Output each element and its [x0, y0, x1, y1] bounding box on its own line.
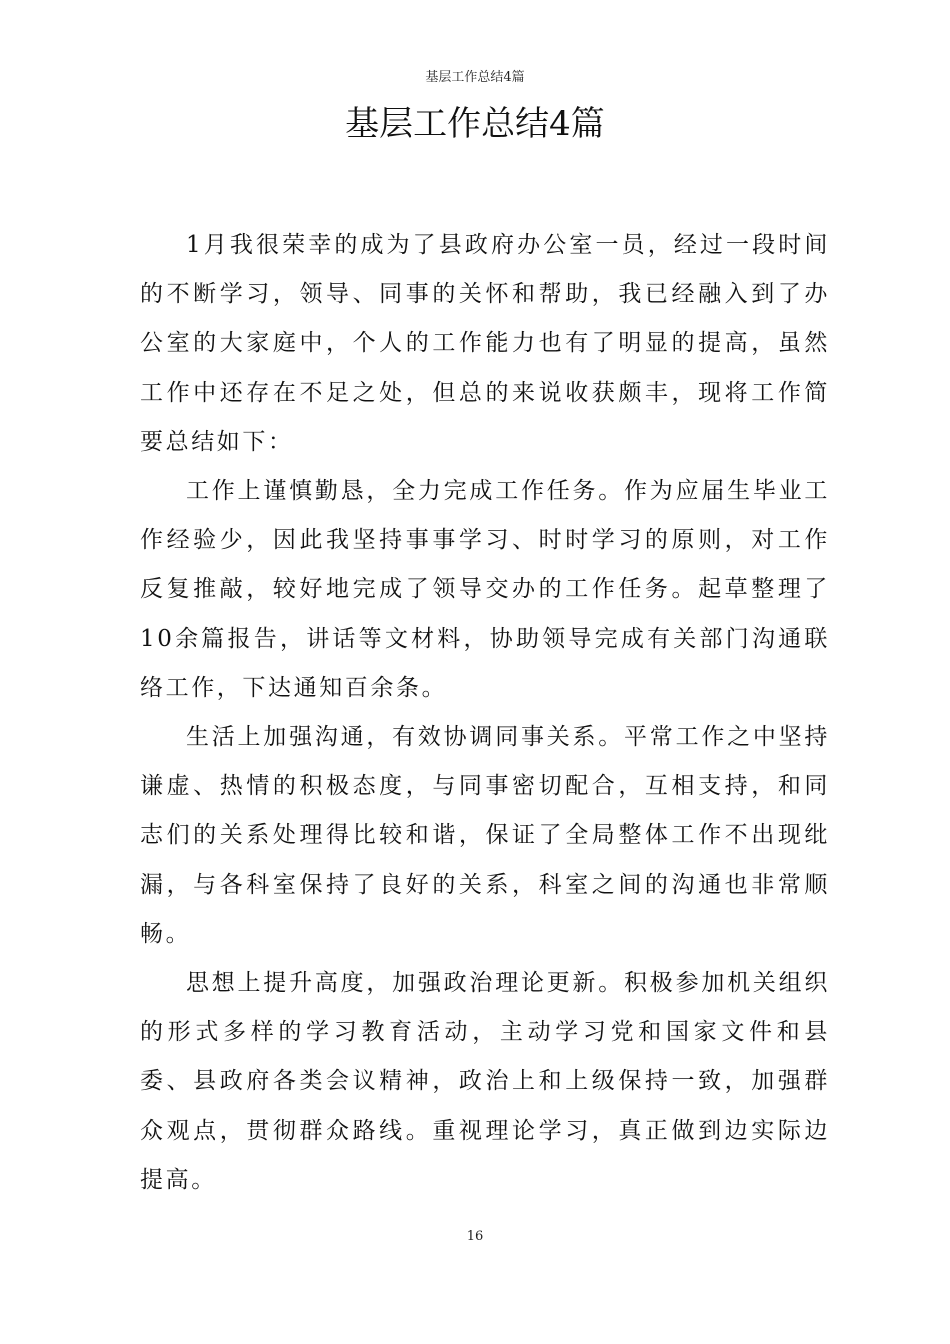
paragraph-life: 生活上加强沟通，有效协调同事关系。平常工作之中坚持谦虚、热情的积极态度，与同事密切配合，互相支持，和同志们的关系处理得比较和谐，保证了全局整体工作不出现纰漏，与各科室保持了良好的关系，科室之间的沟通也非常顺畅。: [140, 724, 830, 947]
running-header: 基层工作总结4篇: [425, 70, 525, 85]
page-number: 16: [466, 1229, 484, 1244]
paragraph-work: 工作上谨慎勤恳，全力完成工作任务。作为应届生毕业工作经验少，因此我坚持事事学习、时时学习的原则，对工作反复推敲，较好地完成了领导交办的工作任务。起草整理了 10余篇报告，讲话等文材料，协助领导完成有关部门沟通联络工作，下达通知百余条。: [140, 478, 830, 701]
paragraph-intro: 1月我很荣幸的成为了县政府办公室一员，经过一段时间的不断学习，领导、同事的关怀和帮助，我已经融入到了办公室的大家庭中，个人的工作能力也有了明显的提高，虽然工作中还存在不足之处，但总的来说收获颇丰，现将工作简要总结如下：: [140, 232, 830, 455]
document-title: 基层工作总结4篇: [345, 104, 605, 144]
document-body: [140, 221, 830, 1205]
paragraph-thought: 思想上提升高度，加强政治理论更新。积极参加机关组织的形式多样的学习教育活动，主动学习党和国家文件和县委、县政府各类会议精神，政治上和上级保持一致，加强群众观点，贯彻群众路线。重视理论学习，真正做到边实际边提高。: [140, 970, 830, 1193]
